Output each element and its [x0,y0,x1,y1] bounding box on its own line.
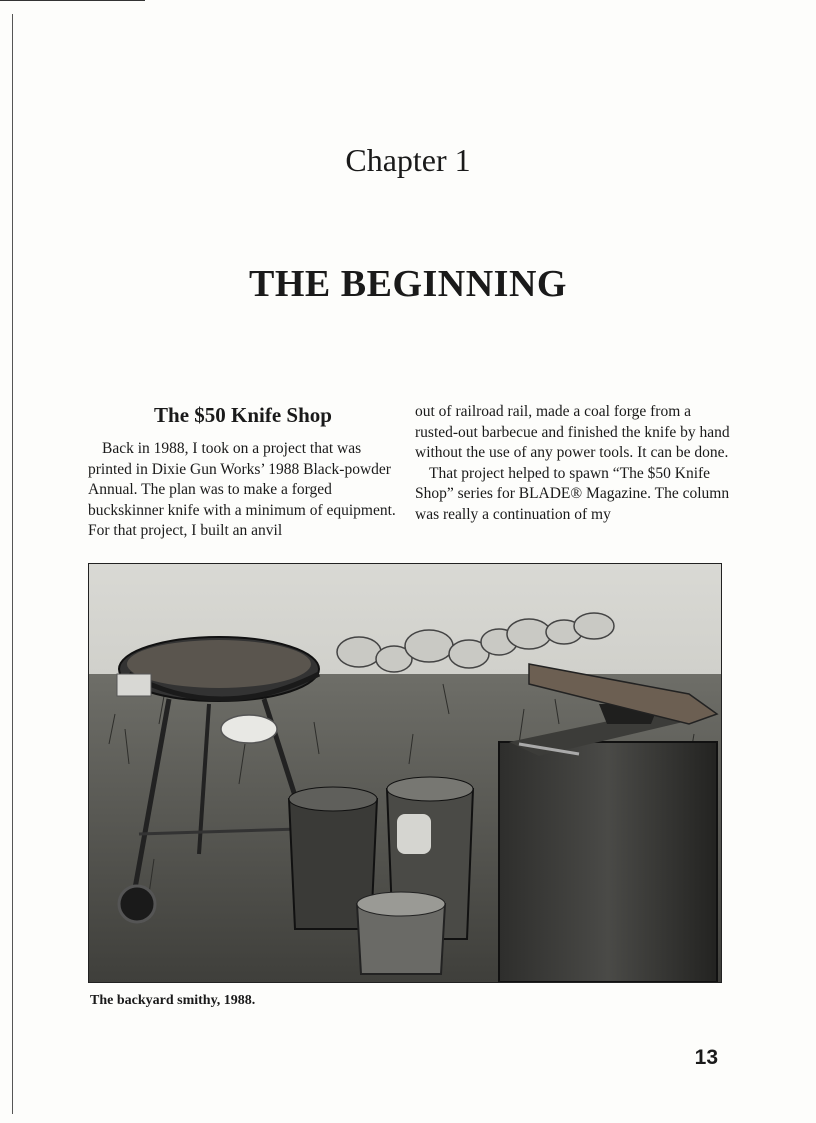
top-rule [0,0,145,1]
photo-illustration [89,564,721,982]
text-column-right [415,402,730,525]
backyard-smithy-photo [88,563,722,983]
text-column-left [88,402,398,542]
section-heading: The $50 Knife Shop [154,403,332,427]
paragraph-1-part-2: out of railroad rail, made a coal forge from a rusted-out barbecue and finished the knife by hand without the use of any power tools. It can be done. [415,403,730,461]
page-number: 13 [694,1046,718,1069]
chapter-label: Chapter 1 [345,142,471,178]
photo-caption: The backyard smithy, 1988. [90,993,256,1008]
paragraph-1-part-1: Back in 1988, I took on a project that was printed in Dixie Gun Works’ 1988 Black-powder Annual. The plan was to make a forged buckskinner knife with a minimum of equipment. For that project, I built an anvil [88,440,396,539]
paragraph-2: That project helped to spawn “The $50 Knife Shop” series for BLADE® Magazine. The column was really a continuation of my [415,464,730,523]
binding-edge-rule [12,14,13,1114]
chapter-title: THE BEGINNING [249,263,567,305]
